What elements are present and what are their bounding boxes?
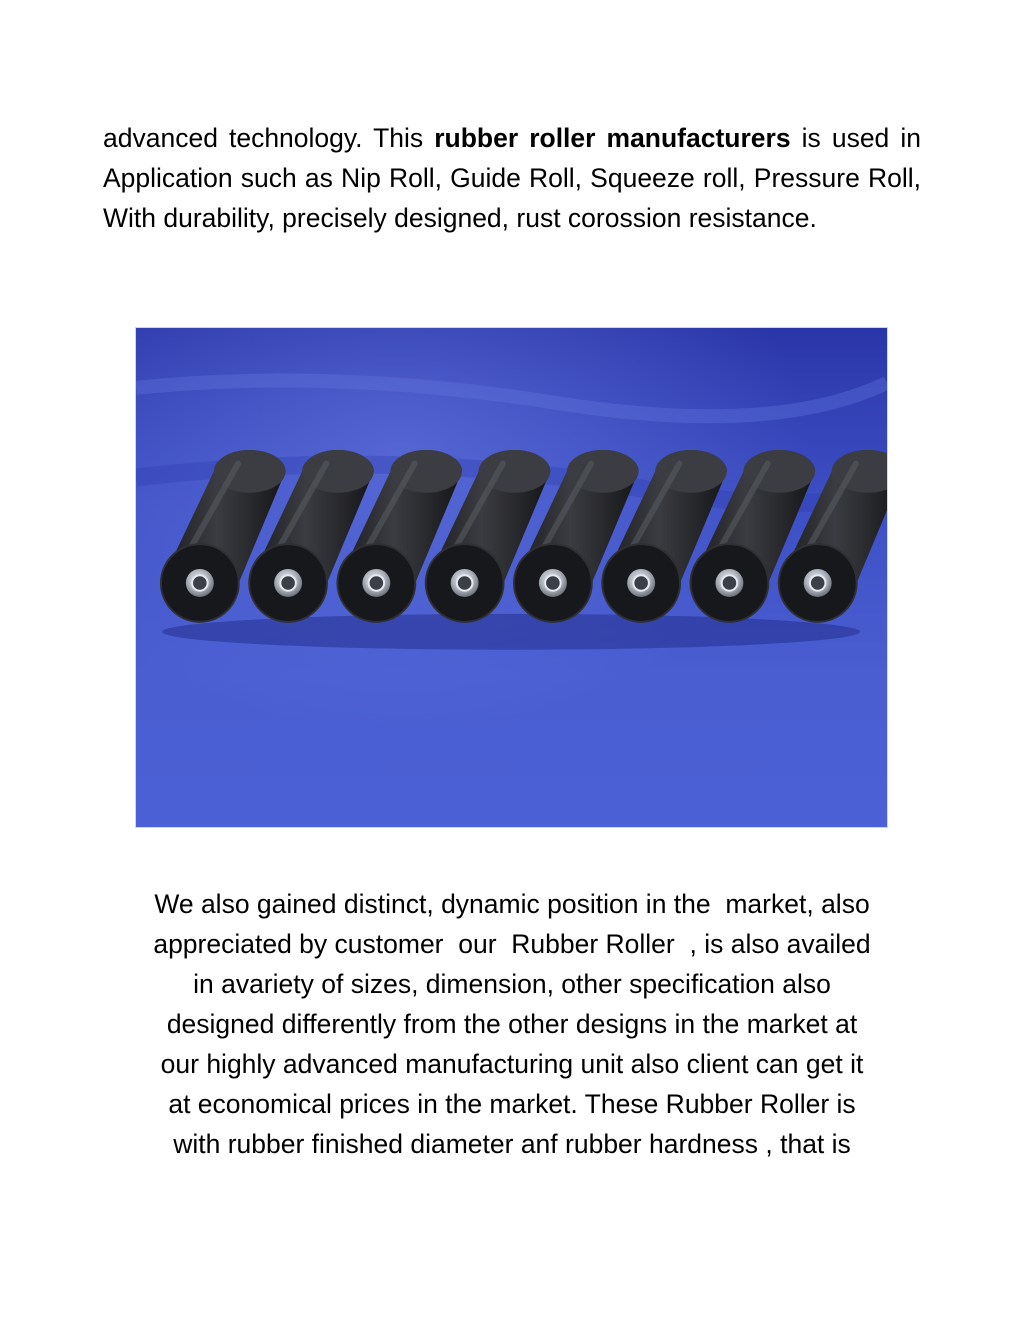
details-line: appreciated by customer our Rubber Roller , is also availed xyxy=(153,929,871,959)
rubber-rollers-photo xyxy=(135,327,888,828)
roller-bore xyxy=(545,575,561,591)
roller-bore xyxy=(457,575,473,591)
roller-bore xyxy=(369,575,385,591)
intro-paragraph xyxy=(103,118,921,238)
details-line: our highly advanced manufacturing unit also client can get it xyxy=(160,1049,864,1079)
roller-bore xyxy=(192,575,208,591)
roller-shadow xyxy=(162,614,860,650)
intro-text-end: is used in Application such as Nip Roll, Guide Roll, Squeeze roll, Pressure Roll, With durability, precisely designed, rust corossion resistance. xyxy=(103,123,921,233)
details-line: designed differently from the other designs in the market at xyxy=(166,1009,858,1039)
roller-bore xyxy=(810,575,826,591)
roller-bore xyxy=(722,575,738,591)
details-line: in avariety of sizes, dimension, other specification also xyxy=(193,969,831,999)
details-paragraph xyxy=(96,884,928,1164)
rubber-rollers-illustration xyxy=(136,328,887,827)
intro-bold-keyword: rubber roller manufacturers xyxy=(434,123,791,153)
roller-bore xyxy=(633,575,649,591)
roller-bore xyxy=(280,575,296,591)
details-line: with rubber finished diameter anf rubber hardness , that is xyxy=(173,1129,851,1159)
details-line: at economical prices in the market. These Rubber Roller is xyxy=(168,1089,856,1119)
intro-text-start: advanced technology. This xyxy=(103,123,435,153)
details-line: We also gained distinct, dynamic position in the market, also xyxy=(154,889,870,919)
